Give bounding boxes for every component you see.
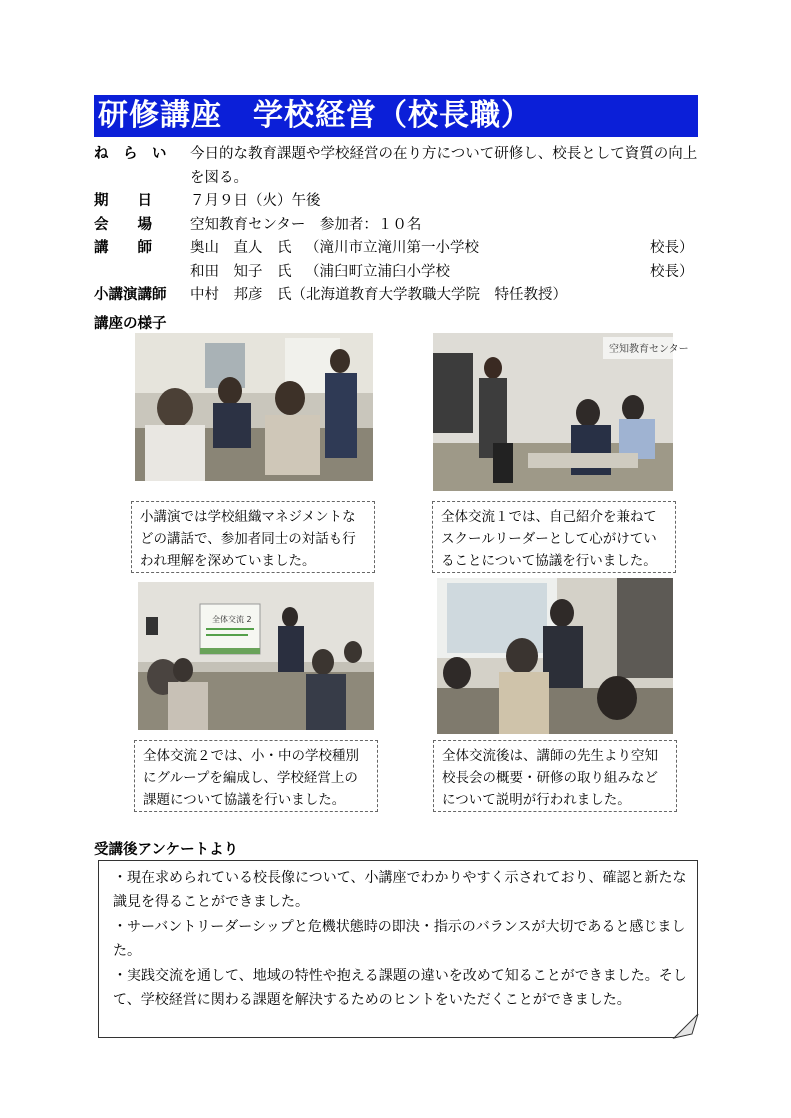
course-info — [94, 143, 704, 308]
photo-caption: 全体交流後は、講師の先生より空知校長会の概要・研修の取り組みなどについて説明が行われました。 — [433, 740, 677, 812]
survey-heading: 受講後アンケートより — [94, 842, 239, 858]
photo-lecturer-explanation — [437, 578, 673, 734]
survey-item: ・実践交流を通して、地域の特性や抱える課題の違いを改めて知ることができました。そして、学校経営に関わる課題を解決するためのヒントをいただくことができました。 — [113, 968, 687, 1008]
date-row — [94, 190, 704, 214]
lecturer-role: 校長） — [650, 240, 694, 256]
mini-lecture-label: 小講演講師 — [94, 287, 167, 303]
photo-caption: 全体交流１では、自己紹介を兼ねてスクールリーダーとして心がけていることについて協議を行いました。 — [432, 501, 676, 573]
lecturer-name: 奥山 直人 氏 — [190, 240, 292, 256]
survey-item: ・現在求められている校長像について、小講座でわかりやすく示されており、確認と新たな識見を得ることができました。 — [113, 870, 687, 910]
mini-lecture-row — [94, 284, 704, 308]
survey-box — [98, 860, 698, 1038]
lecturer-affiliation: （滝川市立滝川第一小学校 — [305, 240, 479, 256]
aim-text: 今日的な教育課題や学校経営の在り方について研修し、校長として資質の向上を図る。 — [190, 146, 698, 186]
survey-item: ・サーバントリーダーシップと危機状態時の即決・指示のバランスが大切であると感じました。 — [113, 919, 686, 959]
lecturer-row — [94, 237, 704, 284]
lecturer-item — [190, 237, 704, 261]
photo-group-exchange-1 — [433, 333, 689, 491]
venue-label: 会 場 — [94, 216, 152, 233]
aim-label: ね ら い — [94, 146, 167, 162]
screen-title: 全体交流 2 — [212, 615, 252, 624]
lecturer-name: 和田 知子 氏 — [190, 263, 292, 280]
venue-text: 空知教育センター 参加者：１０名 — [190, 216, 422, 233]
wall-sign: 空知教育センター — [609, 344, 689, 355]
mini-lecture-text: 中村 邦彦 氏（北海道教育大学教職大学院 特任教授） — [190, 287, 567, 303]
date-text: ７月９日（火）午後 — [190, 193, 321, 209]
photo-group-exchange-2 — [138, 582, 374, 730]
page-fold-icon — [674, 1014, 698, 1038]
venue-row — [94, 214, 704, 238]
photo-mini-lecture — [135, 333, 373, 481]
photo-caption: 小講演では学校組織マネジメントなどの講話で、参加者同士の対話も行われ理解を深めていました。 — [131, 501, 375, 573]
page-title: 研修講座 学校経営（校長職） — [94, 95, 698, 137]
scene-heading: 講座の様子 — [94, 316, 167, 332]
photo-caption: 全体交流２では、小・中の学校種別にグループを編成し、学校経営上の課題について協議を行いました。 — [134, 740, 378, 812]
lecturer-item — [190, 261, 704, 285]
lecturer-affiliation: （浦臼町立浦臼小学校 — [305, 263, 450, 280]
lecturer-role: 校長） — [650, 263, 694, 280]
date-label: 期 日 — [94, 193, 152, 209]
lecturer-label: 講 師 — [94, 240, 152, 256]
aim-row — [94, 143, 704, 190]
